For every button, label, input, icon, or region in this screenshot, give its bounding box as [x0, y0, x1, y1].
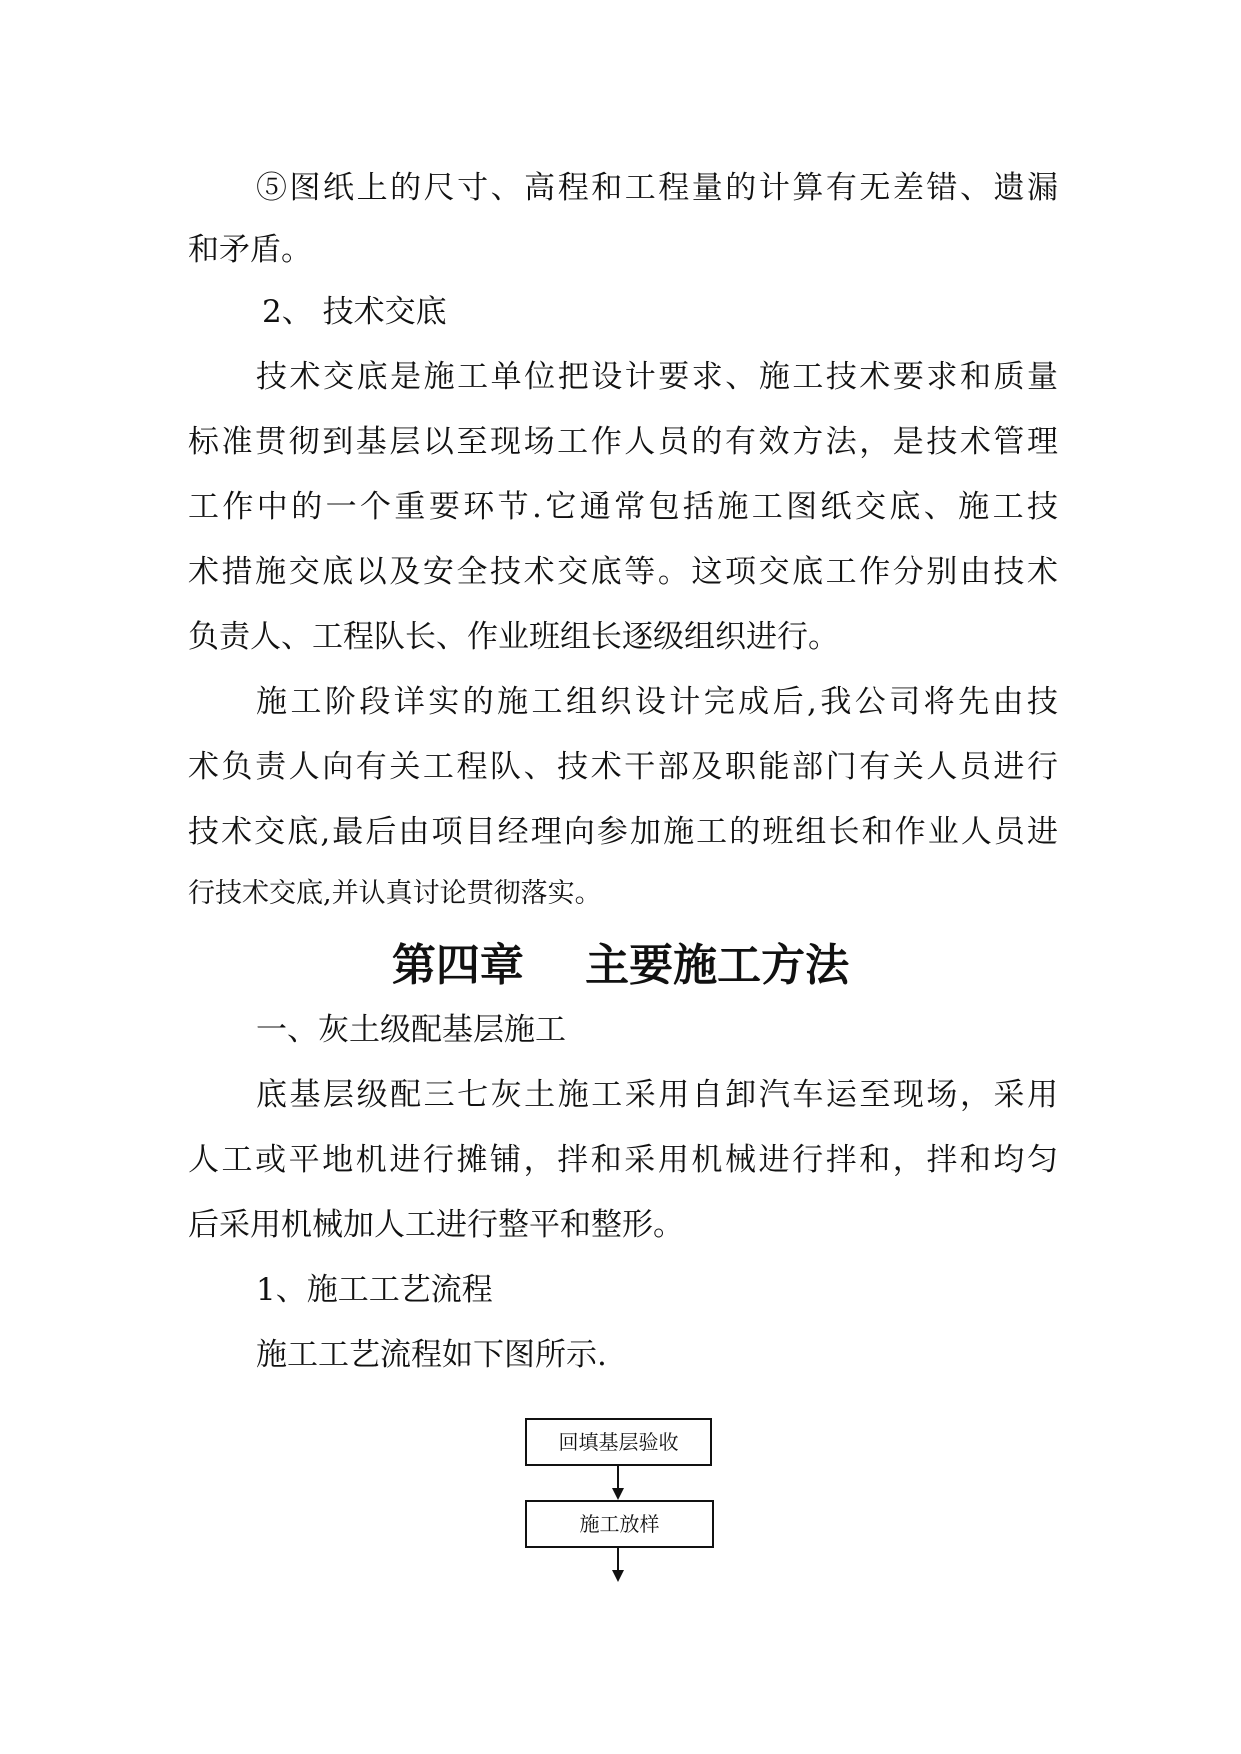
section-heading: 一、灰土级配基层施工: [256, 1012, 566, 1048]
paragraph-line: 标准贯彻到基层以至现场工作人员的有效方法，是技术管理: [188, 424, 1058, 460]
list-item-drawing-check: ⑤图纸上的尺寸、高程和工程量的计算有无差错、遗漏: [256, 170, 1058, 206]
paragraph-line: 负责人、工程队长、作业班组长逐级组织进行。: [188, 619, 839, 655]
paragraph-line: 底基层级配三七灰土施工采用自卸汽车运至现场，采用: [256, 1077, 1058, 1113]
paragraph-line: 人工或平地机进行摊铺，拌和采用机械进行拌和，拌和均匀: [188, 1142, 1058, 1178]
subsection-heading-process-flow: 1、施工工艺流程: [256, 1272, 493, 1308]
flowchart-step-setting-out: 施工放样: [525, 1500, 714, 1548]
paragraph-line: 技术交底,最后由项目经理向参加施工的班组长和作业人员进: [188, 814, 1058, 850]
flowchart-step-backfill-inspection: 回填基层验收: [525, 1418, 712, 1466]
subsection-heading-technical-briefing: 2、 技术交底: [262, 294, 447, 330]
chapter-title: 第四章 主要施工方法: [391, 940, 850, 991]
paragraph-line: 工作中的一个重要环节.它通常包括施工图纸交底、施工技: [188, 489, 1058, 525]
paragraph-line: 行技术交底,并认真讨论贯彻落实。: [188, 878, 602, 909]
flowchart-connector: [617, 1548, 619, 1572]
paragraph-line: 技术交底是施工单位把设计要求、施工技术要求和质量: [256, 359, 1058, 395]
paragraph-line: 术负责人向有关工程队、技术干部及职能部门有关人员进行: [188, 749, 1058, 785]
paragraph-line: 施工阶段详实的施工组织设计完成后,我公司将先由技: [256, 684, 1058, 720]
paragraph-line: 和矛盾。: [188, 232, 312, 268]
arrow-down-icon: [612, 1570, 624, 1582]
paragraph-line: 术措施交底以及安全技术交底等。这项交底工作分别由技术: [188, 554, 1058, 590]
flowchart-connector: [617, 1466, 619, 1490]
paragraph-line: 施工工艺流程如下图所示.: [256, 1337, 607, 1373]
arrow-down-icon: [612, 1488, 624, 1500]
paragraph-line: 后采用机械加人工进行整平和整形。: [188, 1207, 684, 1243]
